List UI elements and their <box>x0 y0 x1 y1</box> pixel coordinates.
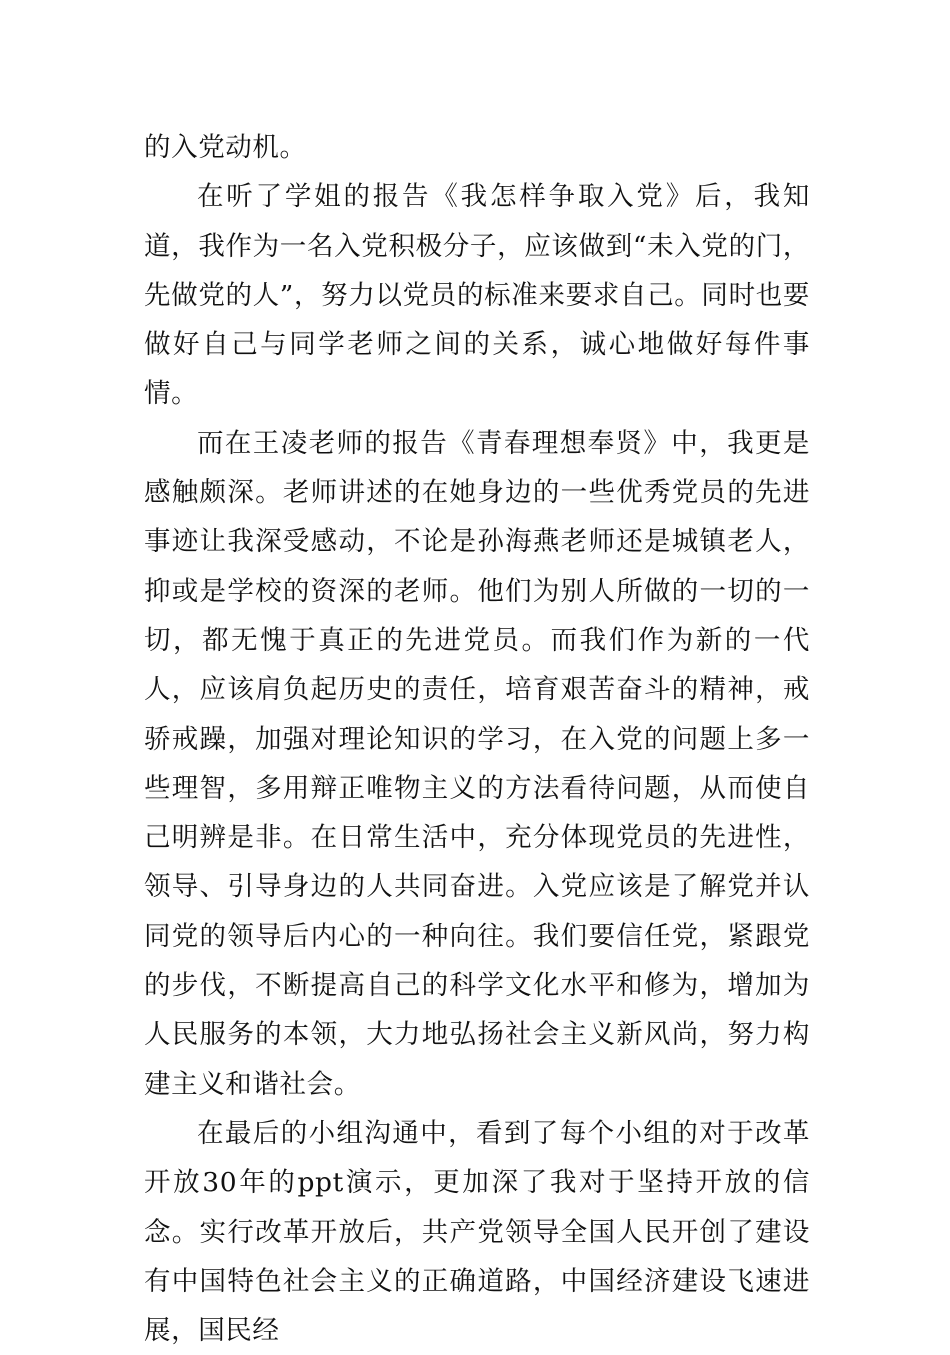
paragraph-continuation: 的入党动机。 <box>144 132 307 163</box>
body-text <box>144 123 810 1355</box>
paragraph-report-entry: 在听了学姐的报告《我怎样争取入党》后，我知道，我作为一名入党积极分子，应该做到“未入党的门，先做党的人”，努力以党员的标准来要求自己。同时也要做好自己与同学老师之间的关系，诚心地做好每件事情。 <box>144 181 810 410</box>
paragraph-group-discussion: 在最后的小组沟通中，看到了每个小组的对于改革开放30年的ppt演示，更加深了我对于坚持开放的信念。实行改革开放后，共产党领导全国人民开创了建设有中国特色社会主义的正确道路，中国经济建设飞速进展，国民经 <box>144 1117 810 1347</box>
paragraph-teacher-report: 而在王凌老师的报告《青春理想奉贤》中，我更是感触颇深。老师讲述的在她身边的一些优秀党员的先进事迹让我深受感动，不论是孙海燕老师还是城镇老人，抑或是学校的资深的老师。他们为别人所做的一切的一切，都无愧于真正的先进党员。而我们作为新的一代人，应该肩负起历史的责任，培育艰苦奋斗的精神，戒骄戒躁，加强对理论知识的学习，在入党的问题上多一些理智，多用辩正唯物主义的方法看待问题，从而使自己明辨是非。在日常生活中，充分体现党员的先进性，领导、引导身边的人共同奋进。入党应该是了解党并认同党的领导后内心的一种向往。我们要信任党，紧跟党的步伐，不断提高自己的科学文化水平和修为，增加为人民服务的本领，大力地弘扬社会主义新风尚，努力构建主义和谐社会。 <box>144 427 810 1100</box>
